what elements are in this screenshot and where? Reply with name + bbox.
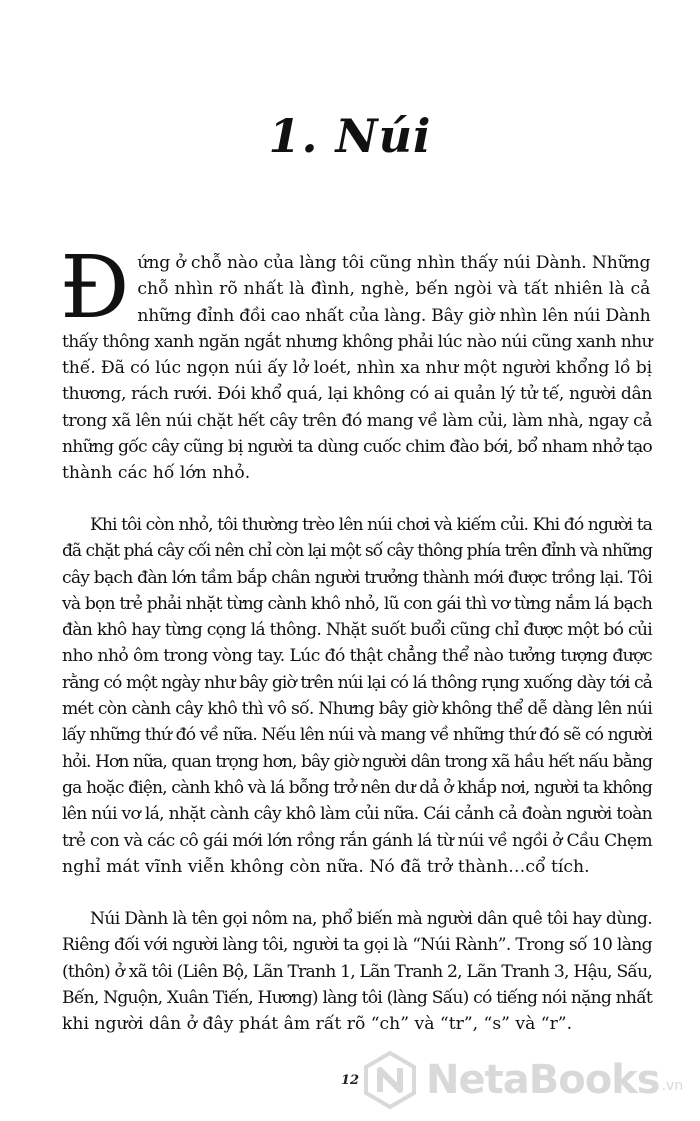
netabooks-logo-icon <box>360 1050 420 1110</box>
watermark-text: NetaBooks <box>426 1057 660 1103</box>
text-line: lên núi vơ lá, nhặt cành cây khô làm củi nữa. Cái cảnh cả đoàn người toàn <box>62 804 652 825</box>
text-line: trẻ con và các cô gái mới lớn rồng rắn gánh lá từ núi về ngồi ở Cầu Chẹm <box>62 830 652 851</box>
text-line: mét còn cành cây khô thì vô số. Nhưng bây giờ không thể dễ dàng lên núi <box>62 699 652 720</box>
text-line: đã chặt phá cây cối nên chỉ còn lại một số cây thông phía trên đỉnh và những <box>62 541 652 562</box>
text-line: rằng có một ngày như bây giờ trên núi lại có lá thông rụng xuống dày tới cả <box>62 672 652 693</box>
text-line: những gốc cây cũng bị người ta dùng cuốc chim đào bới, bổ nham nhở tạo <box>62 437 652 458</box>
drop-cap: Đ <box>60 238 130 338</box>
text-line: Khi tôi còn nhỏ, tôi thường trèo lên núi chơi và kiếm củi. Khi đó người ta <box>90 515 652 535</box>
text-line: nho nhỏ ôm trong vòng tay. Lúc đó thật chẳng thể nào tưởng tượng được <box>62 646 652 667</box>
text-line: những đỉnh đồi cao nhất của làng. Bây giờ nhìn lên núi Dành <box>137 305 651 326</box>
text-line: chỗ nhìn rõ nhất là đình, nghè, bến ngòi và tất nhiên là cả <box>137 279 651 300</box>
text-line: thành các hố lớn nhỏ. <box>62 463 251 484</box>
chapter-title: 1. Núi <box>268 108 432 163</box>
text-line: đàn khô hay từng cọng lá thông. Nhặt suốt buổi cũng chỉ được một bó củi <box>62 620 652 641</box>
text-line: thế. Đã có lúc ngọn núi ấy lở loét, nhìn xa như một người khổng lồ bị <box>62 358 652 379</box>
text-line: (thôn) ở xã tôi (Liên Bộ, Lãn Tranh 1, Lãn Tranh 2, Lãn Tranh 3, Hậu, Sấu, <box>62 961 653 982</box>
text-line: ga hoặc điện, cành khô và lá bỗng trở nên dư dả ở khắp nơi, người ta không <box>62 777 652 798</box>
text-line: hỏi. Hơn nữa, quan trọng hơn, bây giờ người dân trong xã hầu hết nấu bằng <box>62 751 652 772</box>
text-line: nghỉ mát vĩnh viễn không còn nữa. Nó đã trở thành…cổ tích. <box>62 856 590 877</box>
text-line: cây bạch đàn lớn tầm bắp chân người trưởng thành mới được trồng lại. Tôi <box>62 567 652 588</box>
text-line: Riêng đối với người làng tôi, người ta gọi là “Núi Rành”. Trong số 10 làng <box>62 935 652 956</box>
text-line: lấy những thứ đó về nữa. Nếu lên núi và mang về những thứ đó sẽ có người <box>62 725 652 746</box>
watermark-suffix: .vn <box>661 1078 684 1094</box>
paragraph-2 <box>62 512 652 880</box>
text-line: Núi Dành là tên gọi nôm na, phổ biến mà người dân quê tôi hay dùng. <box>90 909 652 929</box>
text-line: thương, rách rưới. Đói khổ quá, lại không có ai quản lý tử tế, người dân <box>62 384 652 405</box>
text-line: trong xã lên núi chặt hết cây trên đó mang về làm củi, làm nhà, ngay cả <box>62 410 652 431</box>
paragraph-1 <box>60 238 652 487</box>
paragraph-3 <box>62 906 652 1037</box>
text-line: khi người dân ở đây phát âm rất rõ “ch” và “tr”, “s” và “r”. <box>62 1014 573 1035</box>
text-line: thấy thông xanh ngăn ngắt nhưng không phải lúc nào núi cũng xanh như <box>62 331 652 352</box>
text-line: Bến, Nguộn, Xuân Tiến, Hương) làng tôi (làng Sấu) có tiếng nói nặng nhất <box>62 987 653 1008</box>
page-number: 12 <box>340 1073 360 1088</box>
text-line: và bọn trẻ phải nhặt từng cành khô nhỏ, lũ con gái thì vơ từng nắm lá bạch <box>62 593 652 614</box>
watermark <box>360 1048 690 1112</box>
text-line: ứng ở chỗ nào của làng tôi cũng nhìn thấy núi Dành. Những <box>137 253 651 273</box>
